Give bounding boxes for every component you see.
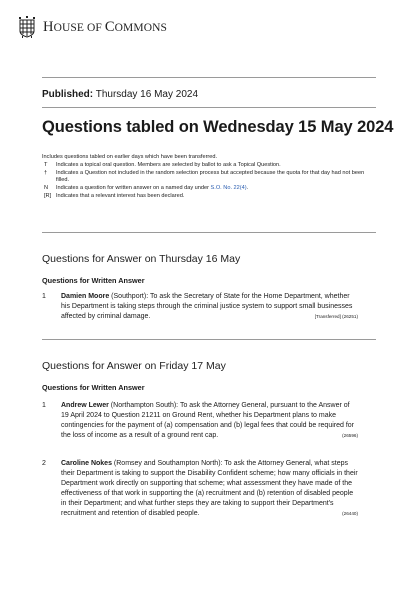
section-heading: Questions for Answer on Friday 17 May [42, 360, 226, 372]
divider [42, 339, 376, 340]
member-name: Caroline Nokes [61, 460, 112, 467]
page-title: Questions tabled on Wednesday 15 May 2024 [42, 118, 394, 136]
question-item [42, 401, 358, 441]
published-date: Thursday 16 May 2024 [93, 89, 199, 100]
question-reference: (26596) [342, 433, 358, 438]
published-label: Published: [42, 89, 94, 100]
legend-key: T [44, 161, 48, 168]
legend-item [42, 193, 372, 201]
question-body [61, 401, 358, 441]
question-reference: (26440) [342, 511, 358, 516]
question-item [42, 459, 358, 519]
constituency: (Northampton South): [108, 402, 179, 409]
question-reference: [Transferred] (26251) [314, 314, 358, 319]
divider [42, 77, 376, 78]
question-number: 1 [42, 402, 46, 409]
organisation-name: HOUSE OF COMMONS [43, 18, 168, 35]
section-subheading: Questions for Written Answer [42, 276, 145, 285]
standing-order-link[interactable]: S.O. No. 22(4) [210, 185, 247, 192]
legend-text: Indicates a question for written answer on a named day under S.O. No. 22(4). [56, 185, 249, 192]
question-body [61, 292, 358, 322]
member-name: Andrew Lewer [61, 402, 109, 409]
legend-key: [R] [44, 192, 52, 199]
legend-text: Indicates that a relevant interest has been declared. [56, 192, 185, 199]
legend-text: Indicates a topical oral question. Members are selected by ballot to ask a Topical Question. [56, 161, 281, 168]
constituency: (Romsey and Southampton North): [111, 460, 223, 467]
section-subheading: Questions for Written Answer [42, 383, 145, 392]
legend-item [42, 170, 372, 186]
divider [42, 232, 376, 233]
legend-key: N [44, 185, 49, 192]
question-text: To ask the Attorney General, pursuant to the Answer of 19 April 2024 to Question 21211 on Ground Rent, whether his Department plans to make contingencies for the payment of (a) compensation and (b) legal fees that could be required for the loss of income as a result of a ground rent cap. [61, 402, 355, 439]
header [17, 16, 167, 38]
legend-key: † [44, 169, 48, 176]
question-text: To ask the Secretary of State for the Home Department, whether his Department is taking steps through the criminal justice system to support small businesses affected by criminal damage. [61, 293, 353, 320]
member-name: Damien Moore [61, 293, 110, 300]
intro-notes [42, 154, 372, 201]
divider [42, 107, 376, 108]
intro-line: Includes questions tabled on earlier days which have been transferred. [42, 154, 218, 160]
legend-text: Indicates a Question not included in the random selection process but accepted because the quota for that day had not been filled. [56, 169, 365, 184]
published-line [42, 89, 198, 100]
portcullis-logo-icon [17, 16, 37, 38]
question-number: 1 [42, 293, 46, 300]
section-heading: Questions for Answer on Thursday 16 May [42, 253, 241, 265]
legend-item [42, 185, 372, 193]
question-number: 2 [42, 460, 46, 467]
question-item [42, 292, 358, 322]
question-text: To ask the Attorney General, what steps their Department is taking to support the Disability Confident scheme; how many officials in their Department work directly on supporting that scheme; what assessment they have made of the effectiveness of that work in supporting the (a) recruitment and (b) retention of disabled people in their Department; and what further steps they are taking to support their Department's recruitment and retention of disabled people. [61, 460, 358, 517]
legend-item [42, 162, 372, 170]
question-body [61, 459, 358, 519]
constituency: (Southport): [109, 293, 149, 300]
